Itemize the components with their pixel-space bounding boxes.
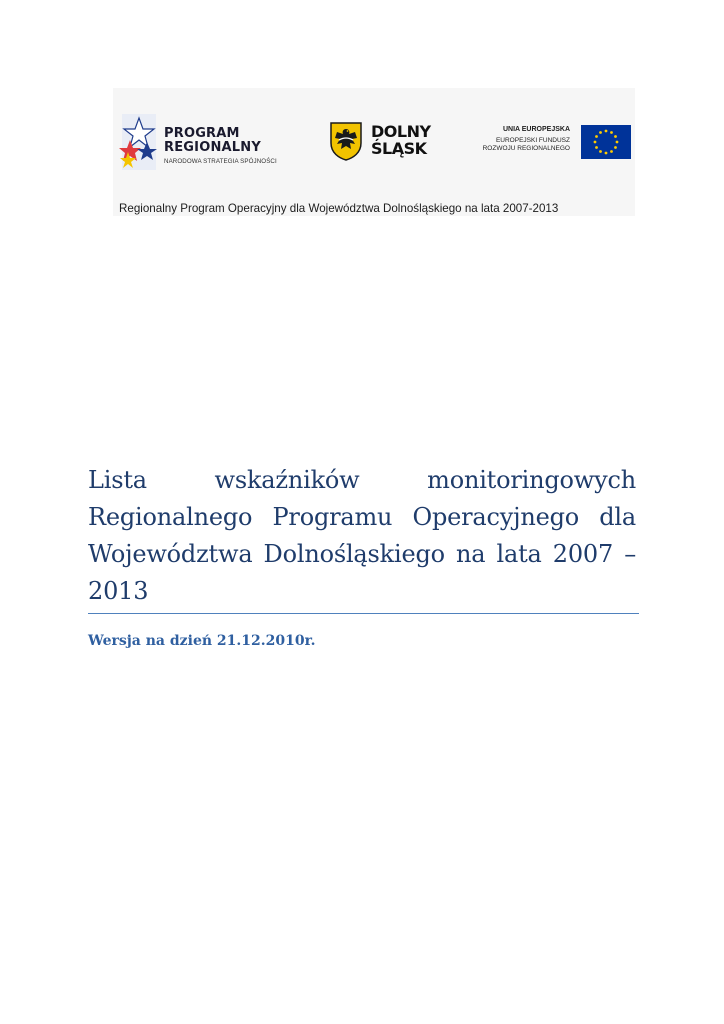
dolny-slask-line1: DOLNY bbox=[371, 122, 431, 141]
eu-logo bbox=[478, 124, 634, 160]
version-date: Wersja na dzień 21.12.2010r. bbox=[88, 633, 316, 649]
eu-line3: ROZWOJU REGIONALNEGO bbox=[482, 145, 570, 152]
eu-line1: UNIA EUROPEJSKA bbox=[502, 126, 570, 133]
eagle-crest-icon bbox=[329, 121, 363, 161]
program-regionalny-line1: PROGRAM bbox=[164, 126, 240, 141]
dolny-slask-line2: ŚLĄSK bbox=[371, 139, 427, 158]
dolny-slask-logo bbox=[329, 121, 449, 163]
eu-line2: EUROPEJSKI FUNDUSZ bbox=[495, 137, 570, 144]
title-underline bbox=[88, 613, 639, 614]
program-regionalny-line2: REGIONALNY bbox=[164, 140, 261, 155]
program-name-line: Regionalny Program Operacyjny dla Województwa Dolnośląskiego na lata 2007-2013 bbox=[119, 202, 559, 215]
eu-flag-icon bbox=[581, 125, 631, 159]
document-title: Lista wskaźników monitoringowych Regionalnego Programu Operacyjnego dla Województwa Dolnośląskiego na lata 2007 – 2013 bbox=[88, 466, 636, 605]
program-regionalny-stars-icon bbox=[116, 112, 162, 174]
program-regionalny-logo bbox=[116, 112, 306, 174]
program-regionalny-tagline: NARODOWA STRATEGIA SPÓJNOŚCI bbox=[164, 158, 277, 165]
